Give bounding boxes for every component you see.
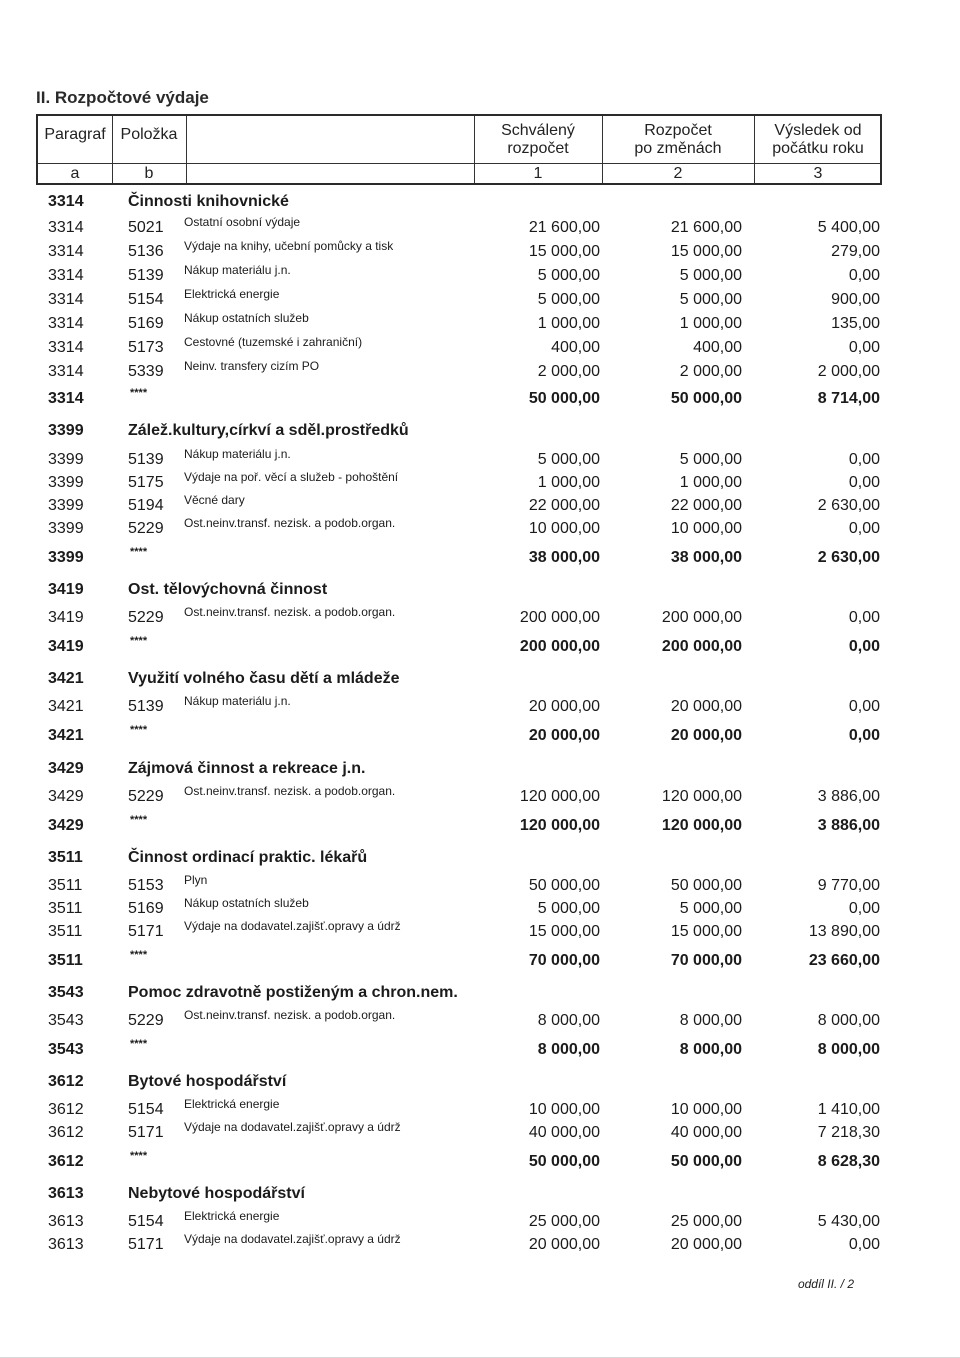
table-row [0, 335, 960, 361]
amended-budget-cell: 5 000,00 [679, 291, 742, 308]
header-sub-3: 3 [813, 165, 823, 182]
paragraf-cell: 3612 [48, 1073, 84, 1090]
amended-budget-cell: 15 000,00 [670, 923, 742, 940]
subtotal-marker: **** [130, 635, 148, 647]
amended-budget-cell: 120 000,00 [661, 817, 742, 834]
amended-budget-cell: 5 000,00 [679, 451, 742, 468]
item-name-cell: Ost.neinv.transf. nezisk. a podob.organ. [184, 605, 396, 619]
header-col2-line1: Rozpočet [644, 122, 712, 139]
item-name-cell: Nákup ostatních služeb [184, 311, 309, 325]
approved-budget-cell: 120 000,00 [519, 788, 600, 805]
amended-budget-cell: 25 000,00 [670, 1213, 742, 1230]
amended-budget-cell: 50 000,00 [670, 1153, 742, 1170]
polozka-cell: 5139 [128, 698, 164, 715]
subtotal-marker: **** [130, 1038, 148, 1050]
item-name-cell: Výdaje na poř. věcí a služeb - pohoštění [184, 470, 399, 484]
section-header-row [0, 581, 960, 603]
amended-budget-cell: 38 000,00 [670, 549, 742, 566]
result-cell: 0,00 [848, 267, 880, 284]
approved-budget-cell: 5 000,00 [537, 451, 600, 468]
polozka-cell: 5175 [128, 474, 164, 491]
item-name-cell: Elektrická energie [184, 1209, 280, 1223]
paragraf-cell: 3543 [48, 1012, 84, 1029]
approved-budget-cell: 38 000,00 [528, 549, 600, 566]
approved-budget-cell: 10 000,00 [528, 1101, 600, 1118]
approved-budget-cell: 5 000,00 [537, 267, 600, 284]
paragraf-cell: 3314 [48, 267, 84, 284]
polozka-cell: 5171 [128, 923, 164, 940]
polozka-cell: 5154 [128, 291, 164, 308]
table-row [0, 493, 960, 519]
result-cell: 135,00 [831, 315, 880, 332]
paragraf-cell: 3399 [48, 497, 84, 514]
subtotal-row [0, 949, 960, 974]
item-name-cell: Ost.neinv.transf. nezisk. a podob.organ. [184, 784, 396, 798]
header-polozka: Položka [120, 126, 178, 143]
result-cell: 8 628,30 [817, 1153, 880, 1170]
paragraf-cell: 3399 [48, 451, 84, 468]
approved-budget-cell: 50 000,00 [528, 390, 600, 407]
paragraf-cell: 3511 [48, 952, 83, 969]
paragraf-cell: 3613 [48, 1236, 84, 1253]
amended-budget-cell: 15 000,00 [670, 243, 742, 260]
result-cell: 8 000,00 [817, 1012, 880, 1029]
section-header-row [0, 760, 960, 782]
result-cell: 2 630,00 [817, 549, 880, 566]
section-name: Zálež.kultury,církví a sděl.prostředků [128, 422, 409, 439]
approved-budget-cell: 2 000,00 [537, 363, 600, 380]
subtotal-row [0, 387, 960, 412]
result-cell: 3 886,00 [817, 817, 880, 834]
approved-budget-cell: 25 000,00 [528, 1213, 600, 1230]
approved-budget-cell: 5 000,00 [537, 291, 600, 308]
polozka-cell: 5139 [128, 267, 164, 284]
table-row [0, 516, 960, 542]
item-name-cell: Věcné dary [184, 493, 245, 507]
amended-budget-cell: 8 000,00 [679, 1041, 742, 1058]
paragraf-cell: 3314 [48, 291, 84, 308]
result-cell: 23 660,00 [808, 952, 880, 969]
header-sub-b: b [144, 165, 154, 182]
amended-budget-cell: 10 000,00 [670, 520, 742, 537]
table-row [0, 873, 960, 899]
item-name-cell: Elektrická energie [184, 287, 280, 301]
section-header-row [0, 193, 960, 215]
amended-budget-cell: 1 000,00 [679, 315, 742, 332]
amended-budget-cell: 50 000,00 [670, 390, 742, 407]
paragraf-cell: 3511 [48, 900, 83, 917]
table-row [0, 1120, 960, 1146]
table-row [0, 896, 960, 922]
paragraf-cell: 3543 [48, 1041, 84, 1058]
paragraf-cell: 3612 [48, 1153, 84, 1170]
polozka-cell: 5229 [128, 1012, 164, 1029]
table-row [0, 447, 960, 473]
item-name-cell: Nákup materiálu j.n. [184, 263, 291, 277]
header-sub-1: 1 [533, 165, 543, 182]
section-header-row [0, 670, 960, 692]
section-header-row [0, 1073, 960, 1095]
subtotal-marker: **** [130, 724, 148, 736]
section-name: Zájmová činnost a rekreace j.n. [128, 760, 366, 777]
result-cell: 2 000,00 [817, 363, 880, 380]
approved-budget-cell: 400,00 [551, 339, 600, 356]
section-header-row [0, 984, 960, 1006]
paragraf-cell: 3314 [48, 243, 84, 260]
header-col2-line2: po změnách [634, 140, 722, 157]
polozka-cell: 5229 [128, 520, 164, 537]
item-name-cell: Ost.neinv.transf. nezisk. a podob.organ. [184, 516, 396, 530]
paragraf-cell: 3421 [48, 698, 84, 715]
table-row [0, 1097, 960, 1123]
approved-budget-cell: 10 000,00 [528, 520, 600, 537]
polozka-cell: 5194 [128, 497, 164, 514]
polozka-cell: 5139 [128, 451, 164, 468]
amended-budget-cell: 20 000,00 [670, 1236, 742, 1253]
item-name-cell: Nákup materiálu j.n. [184, 447, 291, 461]
amended-budget-cell: 200 000,00 [661, 638, 742, 655]
polozka-cell: 5339 [128, 363, 164, 380]
section-header-row [0, 422, 960, 444]
paragraf-cell: 3314 [48, 363, 84, 380]
amended-budget-cell: 120 000,00 [661, 788, 742, 805]
paragraf-cell: 3399 [48, 520, 84, 537]
approved-budget-cell: 200 000,00 [519, 638, 600, 655]
polozka-cell: 5169 [128, 900, 164, 917]
paragraf-cell: 3429 [48, 788, 84, 805]
amended-budget-cell: 8 000,00 [679, 1012, 742, 1029]
result-cell: 8 714,00 [817, 390, 880, 407]
polozka-cell: 5171 [128, 1124, 164, 1141]
table-row [0, 470, 960, 496]
header-col3-line2: počátku roku [772, 140, 864, 157]
section-header-row [0, 1185, 960, 1207]
approved-budget-cell: 1 000,00 [537, 474, 600, 491]
paragraf-cell: 3399 [48, 549, 84, 566]
section-name: Využití volného času dětí a mládeže [128, 670, 400, 687]
result-cell: 0,00 [848, 638, 880, 655]
paragraf-cell: 3511 [48, 877, 83, 894]
table-row [0, 1008, 960, 1034]
paragraf-cell: 3314 [48, 315, 84, 332]
header-sub-a: a [70, 165, 80, 182]
header-col3-line1: Výsledek od [774, 122, 862, 139]
table-row [0, 919, 960, 945]
result-cell: 0,00 [848, 339, 880, 356]
paragraf-cell: 3613 [48, 1185, 84, 1202]
approved-budget-cell: 15 000,00 [528, 923, 600, 940]
subtotal-row [0, 1150, 960, 1175]
amended-budget-cell: 2 000,00 [679, 363, 742, 380]
paragraf-cell: 3421 [48, 670, 84, 687]
paragraf-cell: 3314 [48, 219, 84, 236]
approved-budget-cell: 20 000,00 [528, 727, 600, 744]
header-paragraf: Paragraf [44, 126, 106, 143]
item-name-cell: Elektrická energie [184, 1097, 280, 1111]
item-name-cell: Nákup ostatních služeb [184, 896, 309, 910]
subtotal-marker: **** [130, 949, 148, 961]
subtotal-row [0, 814, 960, 839]
amended-budget-cell: 50 000,00 [670, 877, 742, 894]
approved-budget-cell: 40 000,00 [528, 1124, 600, 1141]
result-cell: 0,00 [848, 451, 880, 468]
amended-budget-cell: 5 000,00 [679, 267, 742, 284]
amended-budget-cell: 5 000,00 [679, 900, 742, 917]
result-cell: 0,00 [848, 698, 880, 715]
approved-budget-cell: 1 000,00 [537, 315, 600, 332]
polozka-cell: 5229 [128, 788, 164, 805]
paragraf-cell: 3613 [48, 1213, 84, 1230]
page-title: II. Rozpočtové výdaje [36, 88, 209, 107]
result-cell: 0,00 [848, 1236, 880, 1253]
subtotal-marker: **** [130, 1150, 148, 1162]
approved-budget-cell: 5 000,00 [537, 900, 600, 917]
paragraf-cell: 3421 [48, 727, 84, 744]
header-sub-2: 2 [673, 165, 683, 182]
result-cell: 900,00 [831, 291, 880, 308]
section-name: Ost. tělovýchovná činnost [128, 581, 328, 598]
table-row [0, 605, 960, 631]
polozka-cell: 5153 [128, 877, 164, 894]
amended-budget-cell: 20 000,00 [670, 727, 742, 744]
polozka-cell: 5154 [128, 1213, 164, 1230]
result-cell: 0,00 [848, 474, 880, 491]
amended-budget-cell: 20 000,00 [670, 698, 742, 715]
polozka-cell: 5021 [128, 219, 164, 236]
paragraf-cell: 3612 [48, 1101, 84, 1118]
amended-budget-cell: 22 000,00 [670, 497, 742, 514]
approved-budget-cell: 20 000,00 [528, 698, 600, 715]
subtotal-row [0, 724, 960, 749]
paragraf-cell: 3511 [48, 849, 83, 866]
section-name: Činnost ordinací praktic. lékařů [128, 849, 368, 866]
subtotal-marker: **** [130, 387, 148, 399]
header-divider [186, 116, 187, 183]
paragraf-cell: 3419 [48, 638, 84, 655]
amended-budget-cell: 1 000,00 [679, 474, 742, 491]
section-name: Činnosti knihovnické [128, 193, 289, 210]
table-row [0, 359, 960, 385]
paragraf-cell: 3399 [48, 422, 84, 439]
paragraf-cell: 3612 [48, 1124, 84, 1141]
result-cell: 7 218,30 [817, 1124, 880, 1141]
table-row [0, 1209, 960, 1235]
amended-budget-cell: 40 000,00 [670, 1124, 742, 1141]
header-divider [38, 163, 880, 164]
item-name-cell: Nákup materiálu j.n. [184, 694, 291, 708]
result-cell: 1 410,00 [817, 1101, 880, 1118]
paragraf-cell: 3543 [48, 984, 84, 1001]
header-col1-line2: rozpočet [507, 140, 569, 157]
approved-budget-cell: 50 000,00 [528, 877, 600, 894]
approved-budget-cell: 200 000,00 [519, 609, 600, 626]
item-name-cell: Výdaje na dodavatel.zajišť.opravy a údrž [184, 1120, 401, 1134]
subtotal-marker: **** [130, 814, 148, 826]
approved-budget-cell: 8 000,00 [537, 1041, 600, 1058]
paragraf-cell: 3314 [48, 339, 84, 356]
amended-budget-cell: 21 600,00 [670, 219, 742, 236]
table-row [0, 784, 960, 810]
paragraf-cell: 3399 [48, 474, 84, 491]
result-cell: 0,00 [848, 900, 880, 917]
approved-budget-cell: 22 000,00 [528, 497, 600, 514]
item-name-cell: Ost.neinv.transf. nezisk. a podob.organ. [184, 1008, 396, 1022]
polozka-cell: 5154 [128, 1101, 164, 1118]
table-row [0, 239, 960, 265]
approved-budget-cell: 21 600,00 [528, 219, 600, 236]
approved-budget-cell: 15 000,00 [528, 243, 600, 260]
header-divider [112, 116, 113, 183]
result-cell: 8 000,00 [817, 1041, 880, 1058]
paragraf-cell: 3314 [48, 193, 84, 210]
page-footer: oddíl II. / 2 [797, 1277, 854, 1291]
item-name-cell: Ostatní osobní výdaje [184, 215, 301, 229]
table-row [0, 694, 960, 720]
paragraf-cell: 3419 [48, 581, 84, 598]
result-cell: 5 400,00 [817, 219, 880, 236]
result-cell: 0,00 [848, 609, 880, 626]
paragraf-cell: 3429 [48, 760, 84, 777]
polozka-cell: 5169 [128, 315, 164, 332]
item-name-cell: Plyn [184, 873, 208, 887]
approved-budget-cell: 8 000,00 [537, 1012, 600, 1029]
amended-budget-cell: 400,00 [693, 339, 742, 356]
result-cell: 3 886,00 [817, 788, 880, 805]
amended-budget-cell: 10 000,00 [670, 1101, 742, 1118]
subtotal-marker: **** [130, 546, 148, 558]
result-cell: 13 890,00 [808, 923, 880, 940]
paragraf-cell: 3419 [48, 609, 84, 626]
table-row [0, 311, 960, 337]
paragraf-cell: 3314 [48, 390, 84, 407]
item-name-cell: Cestovné (tuzemské i zahraniční) [184, 335, 363, 349]
amended-budget-cell: 200 000,00 [661, 609, 742, 626]
subtotal-row [0, 1038, 960, 1063]
approved-budget-cell: 120 000,00 [519, 817, 600, 834]
result-cell: 0,00 [848, 727, 880, 744]
subtotal-row [0, 546, 960, 571]
item-name-cell: Neinv. transfery cizím PO [184, 359, 320, 373]
result-cell: 9 770,00 [817, 877, 880, 894]
result-cell: 5 430,00 [817, 1213, 880, 1230]
table-row [0, 287, 960, 313]
section-header-row [0, 849, 960, 871]
section-name: Pomoc zdravotně postiženým a chron.nem. [128, 984, 458, 1001]
table-row [0, 263, 960, 289]
polozka-cell: 5173 [128, 339, 164, 356]
item-name-cell: Výdaje na dodavatel.zajišť.opravy a údrž [184, 1232, 401, 1246]
approved-budget-cell: 50 000,00 [528, 1153, 600, 1170]
polozka-cell: 5171 [128, 1236, 164, 1253]
item-name-cell: Výdaje na dodavatel.zajišť.opravy a údrž [184, 919, 401, 933]
polozka-cell: 5229 [128, 609, 164, 626]
paragraf-cell: 3511 [48, 923, 83, 940]
amended-budget-cell: 70 000,00 [670, 952, 742, 969]
table-row [0, 1232, 960, 1258]
paragraf-cell: 3429 [48, 817, 84, 834]
header-col1-line1: Schválený [501, 122, 575, 139]
section-name: Nebytové hospodářství [128, 1185, 305, 1202]
approved-budget-cell: 20 000,00 [528, 1236, 600, 1253]
table-header [36, 114, 882, 185]
subtotal-row [0, 635, 960, 660]
table-row [0, 215, 960, 241]
item-name-cell: Výdaje na knihy, učební pomůcky a tisk [184, 239, 394, 253]
approved-budget-cell: 70 000,00 [528, 952, 600, 969]
result-cell: 2 630,00 [817, 497, 880, 514]
polozka-cell: 5136 [128, 243, 164, 260]
result-cell: 279,00 [831, 243, 880, 260]
section-name: Bytové hospodářství [128, 1073, 287, 1090]
result-cell: 0,00 [848, 520, 880, 537]
